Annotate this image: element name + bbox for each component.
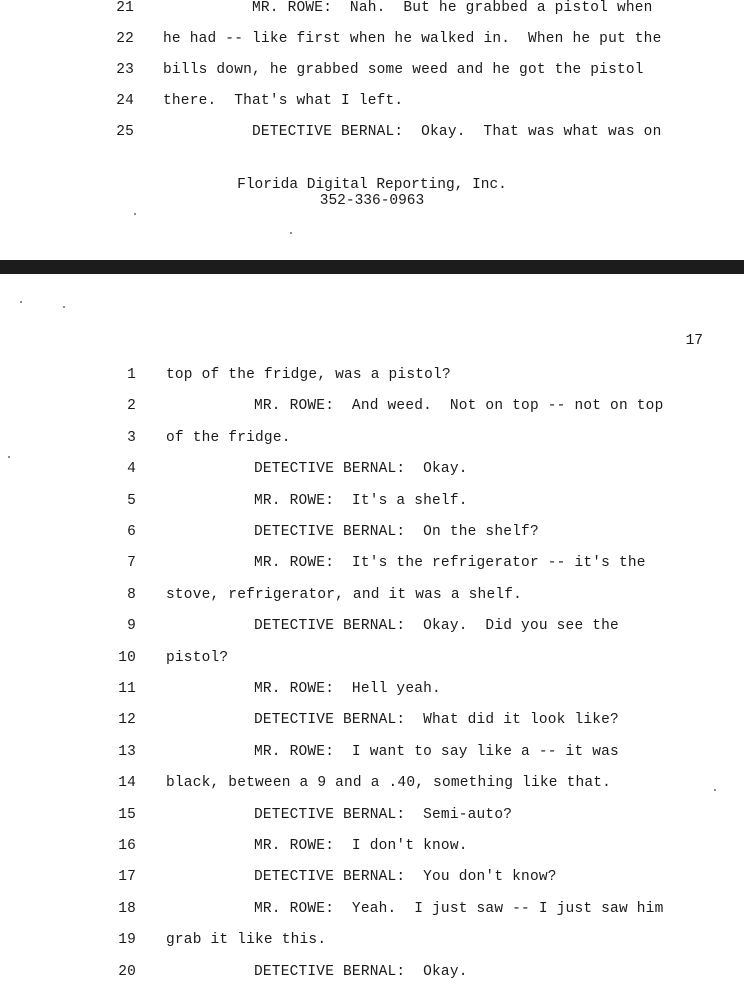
transcript-line bbox=[0, 524, 744, 544]
line-number: 13 bbox=[118, 743, 136, 760]
transcript-page-top bbox=[0, 0, 744, 260]
transcript-line bbox=[0, 430, 744, 450]
line-number: 24 bbox=[116, 93, 134, 109]
line-text: DETECTIVE BERNAL: Semi-auto? bbox=[254, 806, 513, 823]
page-divider bbox=[0, 260, 744, 274]
line-number: 21 bbox=[116, 0, 134, 16]
line-text: MR. ROWE: I don't know. bbox=[254, 838, 468, 854]
transcript-line bbox=[0, 493, 744, 513]
transcript-line bbox=[0, 964, 744, 984]
transcript-line bbox=[0, 807, 744, 827]
line-number: 5 bbox=[127, 492, 136, 509]
transcript-line bbox=[0, 461, 744, 481]
scan-speck bbox=[8, 456, 10, 458]
line-text: DETECTIVE BERNAL: You don't know? bbox=[254, 869, 557, 886]
transcript-line bbox=[0, 712, 744, 732]
line-text: MR. ROWE: It's a shelf. bbox=[254, 492, 468, 509]
scan-speck bbox=[714, 789, 716, 791]
scan-speck bbox=[20, 301, 22, 303]
line-number: 7 bbox=[127, 555, 136, 572]
transcript-line bbox=[0, 31, 744, 51]
transcript-line bbox=[0, 587, 744, 607]
line-text: DETECTIVE BERNAL: Okay. bbox=[254, 963, 468, 980]
line-number: 16 bbox=[118, 838, 136, 854]
transcript-line bbox=[0, 0, 744, 20]
line-number: 15 bbox=[118, 806, 136, 823]
line-text: black, between a 9 and a .40, something like that. bbox=[166, 775, 612, 792]
line-text: MR. ROWE: Nah. But he grabbed a pistol when bbox=[252, 0, 653, 16]
transcript-line bbox=[0, 124, 744, 144]
reporter-company: Florida Digital Reporting, Inc. bbox=[237, 177, 507, 193]
line-number: 18 bbox=[118, 900, 136, 917]
line-number: 25 bbox=[116, 124, 134, 140]
line-number: 12 bbox=[118, 712, 136, 729]
line-number: 3 bbox=[127, 429, 136, 446]
transcript-line bbox=[0, 367, 744, 387]
transcript-line bbox=[0, 901, 744, 921]
transcript-line bbox=[0, 62, 744, 82]
line-text: DETECTIVE BERNAL: Okay. That was what was on bbox=[252, 124, 662, 140]
line-text: MR. ROWE: I want to say like a -- it was bbox=[254, 743, 619, 760]
transcript-line bbox=[0, 398, 744, 418]
line-text: there. That's what I left. bbox=[163, 93, 404, 109]
line-text: stove, refrigerator, and it was a shelf. bbox=[166, 586, 523, 603]
line-text: of the fridge. bbox=[166, 429, 291, 446]
line-text: bills down, he grabbed some weed and he got the pistol bbox=[163, 62, 644, 78]
line-text: he had -- like first when he walked in. When he put the bbox=[163, 31, 662, 47]
line-number: 1 bbox=[127, 367, 136, 383]
transcript-line bbox=[0, 681, 744, 701]
reporter-phone: 352-336-0963 bbox=[319, 193, 425, 209]
line-text: MR. ROWE: Yeah. I just saw -- I just saw him bbox=[254, 900, 664, 917]
transcript-line bbox=[0, 838, 744, 858]
line-number: 2 bbox=[127, 398, 136, 415]
line-text: MR. ROWE: Hell yeah. bbox=[254, 681, 441, 697]
line-number: 6 bbox=[127, 524, 136, 540]
line-number: 14 bbox=[118, 775, 136, 792]
line-number: 23 bbox=[116, 62, 134, 78]
line-text: MR. ROWE: And weed. Not on top -- not on top bbox=[254, 398, 664, 415]
transcript-line bbox=[0, 932, 744, 952]
line-number: 9 bbox=[127, 618, 136, 635]
line-text: pistol? bbox=[166, 649, 229, 666]
scan-speck bbox=[63, 306, 65, 308]
transcript-line bbox=[0, 650, 744, 670]
transcript-line bbox=[0, 555, 744, 575]
transcript-line bbox=[0, 93, 744, 113]
line-text: DETECTIVE BERNAL: What did it look like? bbox=[254, 712, 619, 729]
line-text: MR. ROWE: It's the refrigerator -- it's the bbox=[254, 555, 646, 572]
line-text: DETECTIVE BERNAL: Okay. bbox=[254, 461, 468, 478]
transcript-page-bottom bbox=[0, 274, 744, 990]
line-number: 10 bbox=[118, 649, 136, 666]
page-number: 17 bbox=[685, 333, 703, 349]
line-number: 11 bbox=[118, 681, 136, 697]
line-number: 19 bbox=[118, 932, 136, 949]
scan-speck bbox=[134, 213, 136, 215]
line-number: 17 bbox=[118, 869, 136, 886]
transcript-line bbox=[0, 618, 744, 638]
line-number: 8 bbox=[127, 586, 136, 603]
transcript-line bbox=[0, 775, 744, 795]
line-number: 22 bbox=[116, 31, 134, 47]
transcript-line bbox=[0, 744, 744, 764]
line-text: DETECTIVE BERNAL: Okay. Did you see the bbox=[254, 618, 619, 635]
transcript-line bbox=[0, 869, 744, 889]
line-text: top of the fridge, was a pistol? bbox=[166, 367, 451, 383]
line-text: grab it like this. bbox=[166, 932, 327, 949]
line-text: DETECTIVE BERNAL: On the shelf? bbox=[254, 524, 539, 540]
scan-speck bbox=[290, 232, 292, 234]
line-number: 20 bbox=[118, 963, 136, 980]
line-number: 4 bbox=[127, 461, 136, 478]
